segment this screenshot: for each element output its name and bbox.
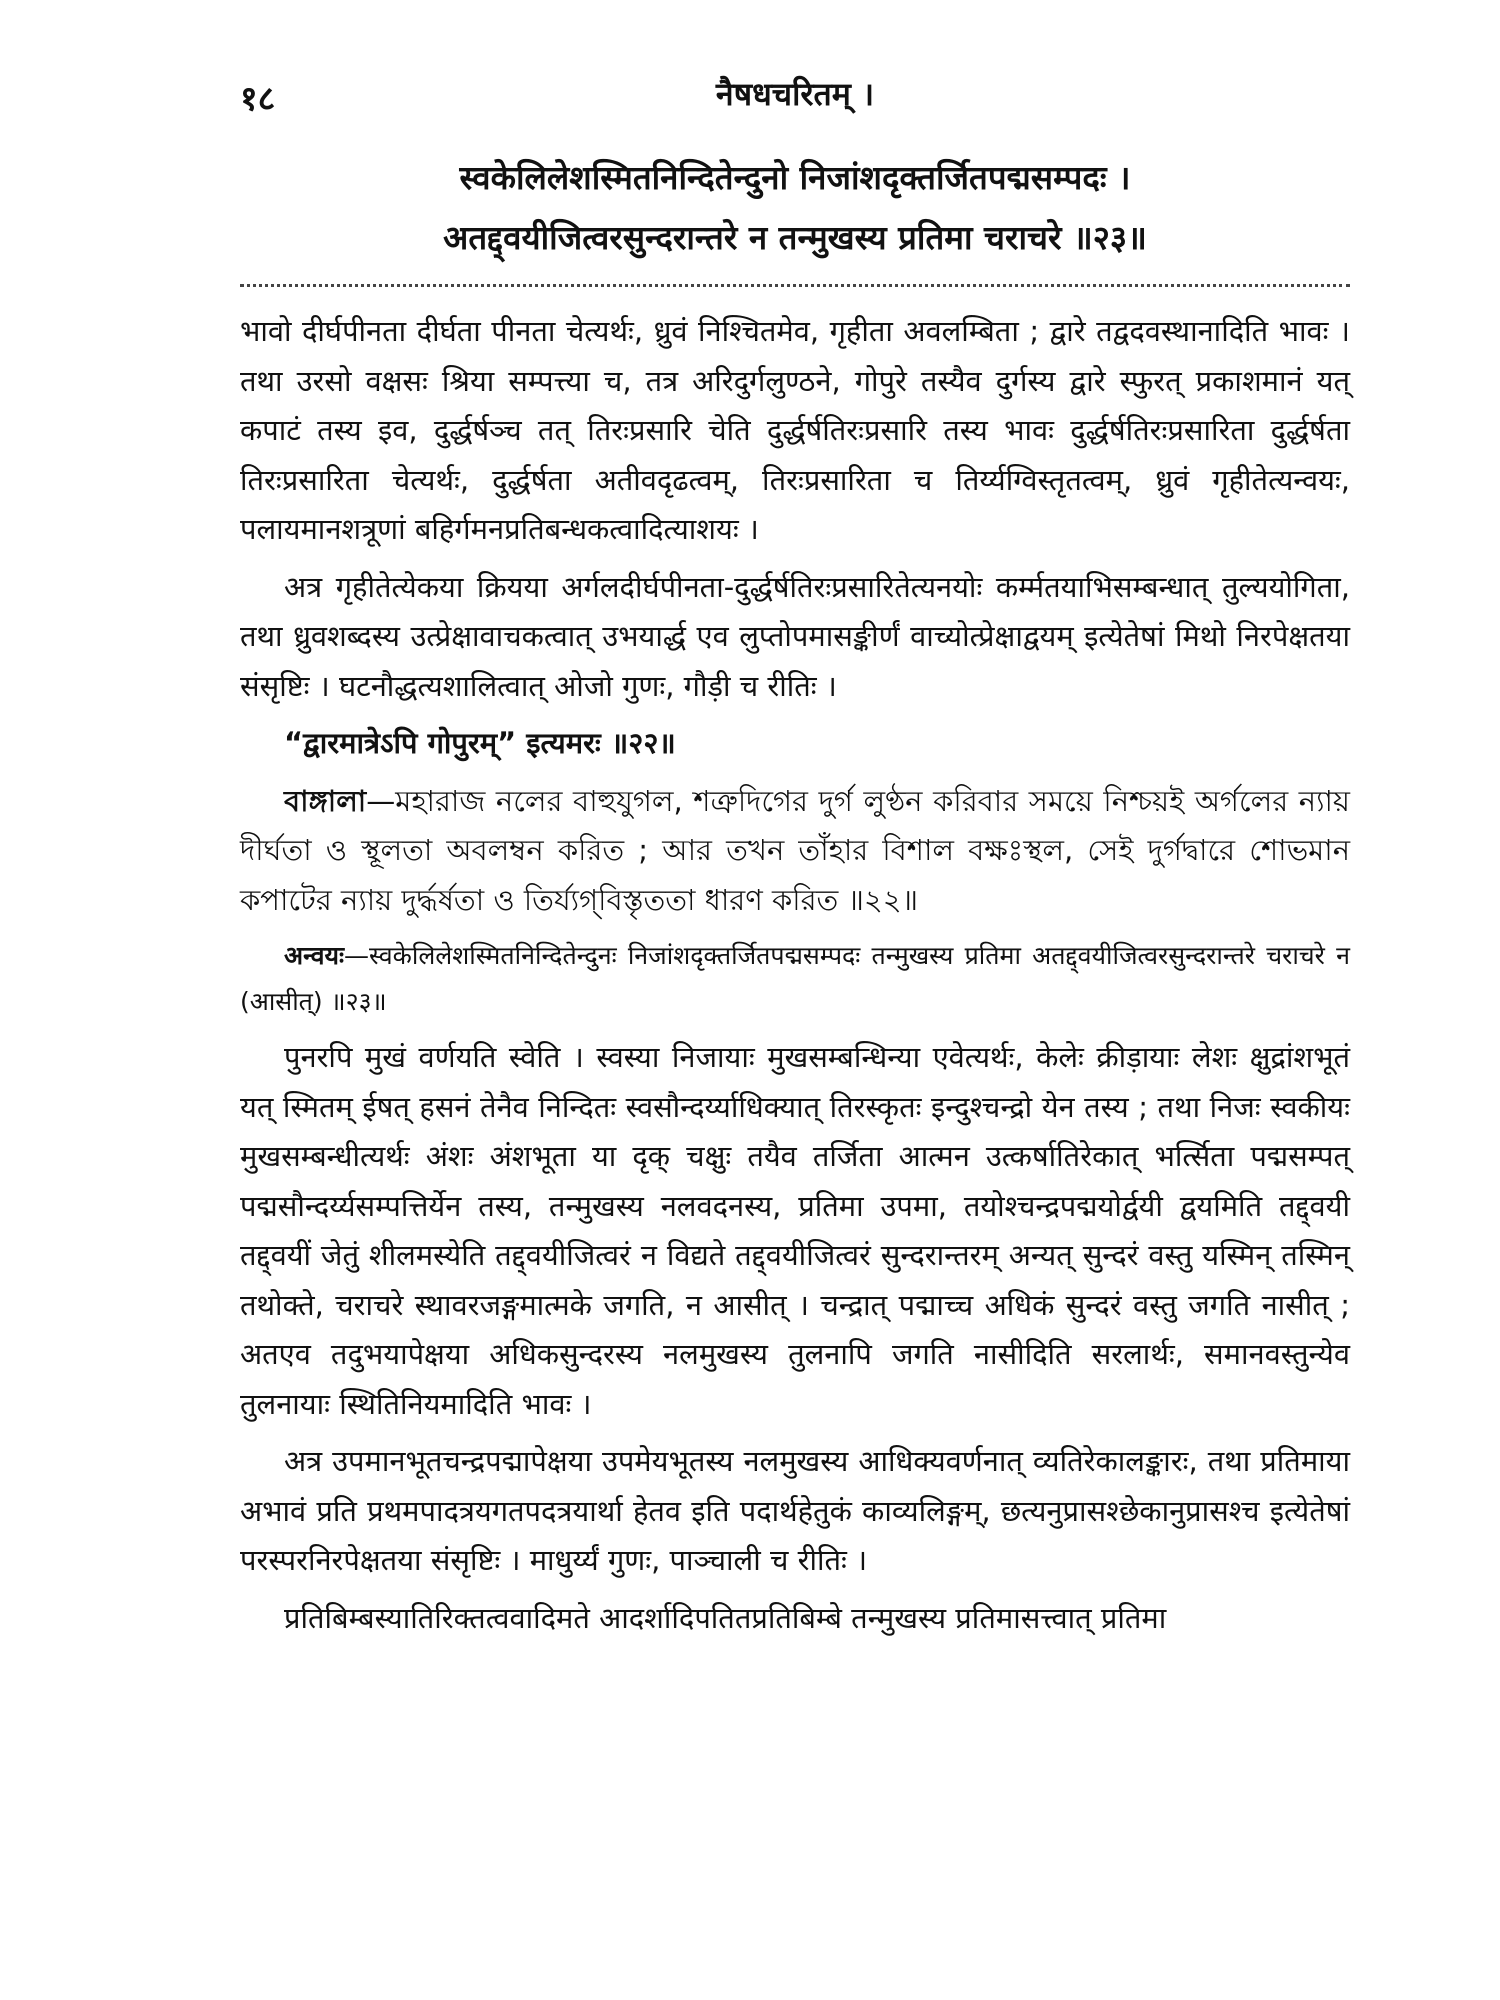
- anvaya-block: [240, 933, 1350, 1025]
- anvaya-label: अन्वयः: [284, 941, 345, 970]
- verse-block: [240, 148, 1350, 268]
- bangla-translation: [240, 777, 1350, 926]
- page-number: १८: [240, 79, 276, 119]
- commentary-paragraph: भावो दीर्घपीनता दीर्घता पीनता चेत्यर्थः, ध्रुवं निश्चितमेव, गृहीता अवलम्बिता ; द्वारे तद्वदवस्थानादिति भावः । तथा उरसो वक्षसः श्रिया सम्पत्त्या च, तत्र अरिदुर्गलुण्ठने, गोपुरे तस्यैव दुर्गस्य द्वारे स्फुरत् प्रकाशमानं यत् कपाटं तस्य इव, दुर्द्धर्षञ्च तत् तिरःप्रसारि चेति दुर्द्धर्षतिरःप्रसारि तस्य भावः दुर्द्धर्षतिरःप्रसारिता दुर्द्धर्षता तिरःप्रसारिता चेत्यर्थः, दुर्द्धर्षता अतीवदृढत्वम्, तिरःप्रसारिता च तिर्य्यग्विस्तृतत्वम्, ध्रुवं गृहीतेत्यन्वयः, पलायमानशत्रूणां बहिर्गमनप्रतिबन्धकत्वादित्याशयः ।: [240, 314, 1350, 546]
- commentary-paragraph: अत्र उपमानभूतचन्द्रपद्मापेक्षया उपमेयभूतस्य नलमुखस्य आधिक्यवर्णनात् व्यतिरेकालङ्कारः, तथा प्रतिमाया अभावं प्रति प्रथमपादत्रयगतपदत्रयार्था हेतव इति पदार्थहेतुकं काव्यलिङ्गम्, छत्यनुप्रासश्छेकानुप्रासश्च इत्येतेषां परस्परनिरपेक्षतया संसृष्टिः । माधुर्य्यं गुणः, पाञ्चाली च रीतिः ।: [240, 1444, 1350, 1577]
- separator-rule: [240, 284, 1350, 287]
- commentary-current: [240, 1033, 1350, 1643]
- commentary-paragraph: पुनरपि मुखं वर्णयति स्वेति । स्वस्या निजायाः मुखसम्बन्धिन्या एवेत्यर्थः, केलेः क्रीड़ायाः लेशः क्षुद्रांशभूतं यत् स्मितम् ईषत् हसनं तेनैव निन्दितः स्वसौन्दर्य्याधिक्यात् तिरस्कृतः इन्दुश्चन्द्रो येन तस्य ; तथा निजः स्वकीयः मुखसम्बन्धीत्यर्थः अंशः अंशभूता या दृक् चक्षुः तयैव तर्जिता आत्मन उत्कर्षातिरेकात् भर्त्सिता पद्मसम्पत् पद्मसौन्दर्य्यसम्पत्तिर्येन तस्य, तन्मुखस्य नलवदनस्य, प्रतिमा उपमा, तयोश्चन्द्रपद्मयोर्द्वयी द्वयमिति तद्द्वयी तद्द्वयीं जेतुं शीलमस्येति तद्द्वयीजित्वरं न विद्यते तद्द्वयीजित्वरं सुन्दरान्तरम् अन्यत् सुन्दरं वस्तु यस्मिन् तस्मिन् तथोक्ते, चराचरे स्थावरजङ्गमात्मके जगति, न आसीत् । चन्द्रात् पद्माच्च अधिकं सुन्दरं वस्तु जगति नासीत् ; अतएव तदुभयापेक्षया अधिकसुन्दरस्य नलमुखस्य तुलनापि जगति नासीदिति सरलार्थः, समानवस्तुन्येव तुलनायाः स्थितिनियमादिति भावः ।: [240, 1040, 1350, 1421]
- verse-line-1: स्वकेलिलेशस्मितनिन्दितेन्दुनो निजांशदृक्तर्जितपद्मसम्पदः ।: [459, 158, 1131, 197]
- citation-line: “द्वारमात्रेऽपि गोपुरम्” इत्यमरः ॥२२॥: [284, 726, 676, 760]
- page-header: [240, 60, 1350, 130]
- verse-line-2: अतद्द्वयीजित्वरसुन्दरान्तरे न तन्मुखस्य प्रतिमा चराचरे ॥२३॥: [443, 218, 1147, 257]
- bangla-label: বাঙ্গালা: [284, 783, 367, 818]
- commentary-previous: [240, 307, 1350, 769]
- anvaya-text: —स्वकेलिलेशस्मितनिन्दितेन्दुनः निजांशदृक्तर्जितपद्मसम्पदः तन्मुखस्य प्रतिमा अतद्द्वयीजित्वरसुन्दरान्तरे चराचरे न (आसीत्) ॥२३॥: [240, 941, 1350, 1016]
- commentary-paragraph: प्रतिबिम्बस्यातिरिक्तत्ववादिमते आदर्शादिपतितप्रतिबिम्बे तन्मुखस्य प्रतिमासत्त्वात् प्रतिमा: [284, 1600, 1167, 1635]
- commentary-paragraph: अत्र गृहीतेत्येकया क्रियया अर्गलदीर्घपीनता-दुर्द्धर्षतिरःप्रसारितेत्यनयोः कर्म्मतयाभिसम्बन्धात् तुल्ययोगिता, तथा ध्रुवशब्दस्य उत्प्रेक्षावाचकत्वात् उभयार्द्ध एव लुप्तोपमासङ्कीर्णं वाच्योत्प्रेक्षाद्वयम् इत्येतेषां मिथो निरपेक्षतया संसृष्टिः । घटनौद्धत्यशालित्वात् ओजो गुणः, गौड़ी च रीतिः ।: [240, 569, 1350, 703]
- running-title: नैषधचरितम् ।: [715, 75, 875, 113]
- bangla-text: —মহারাজ নলের বাহুযুগল, শত্রুদিগের দুর্গ লুণ্ঠন করিবার সময়ে নিশ্চয়ই অর্গলের ন্যায় দীর্ঘতা ও স্থূলতা অবলম্বন করিত ; আর তখন তাঁহার বিশাল বক্ষঃস্থল, সেই দুর্গদ্বারে শোভমান কপাটের ন্যায় দুর্দ্ধর্ষতা ও তির্য্যগ্‌বিস্তৃততা ধারণ করিত ॥২২॥: [240, 783, 1350, 917]
